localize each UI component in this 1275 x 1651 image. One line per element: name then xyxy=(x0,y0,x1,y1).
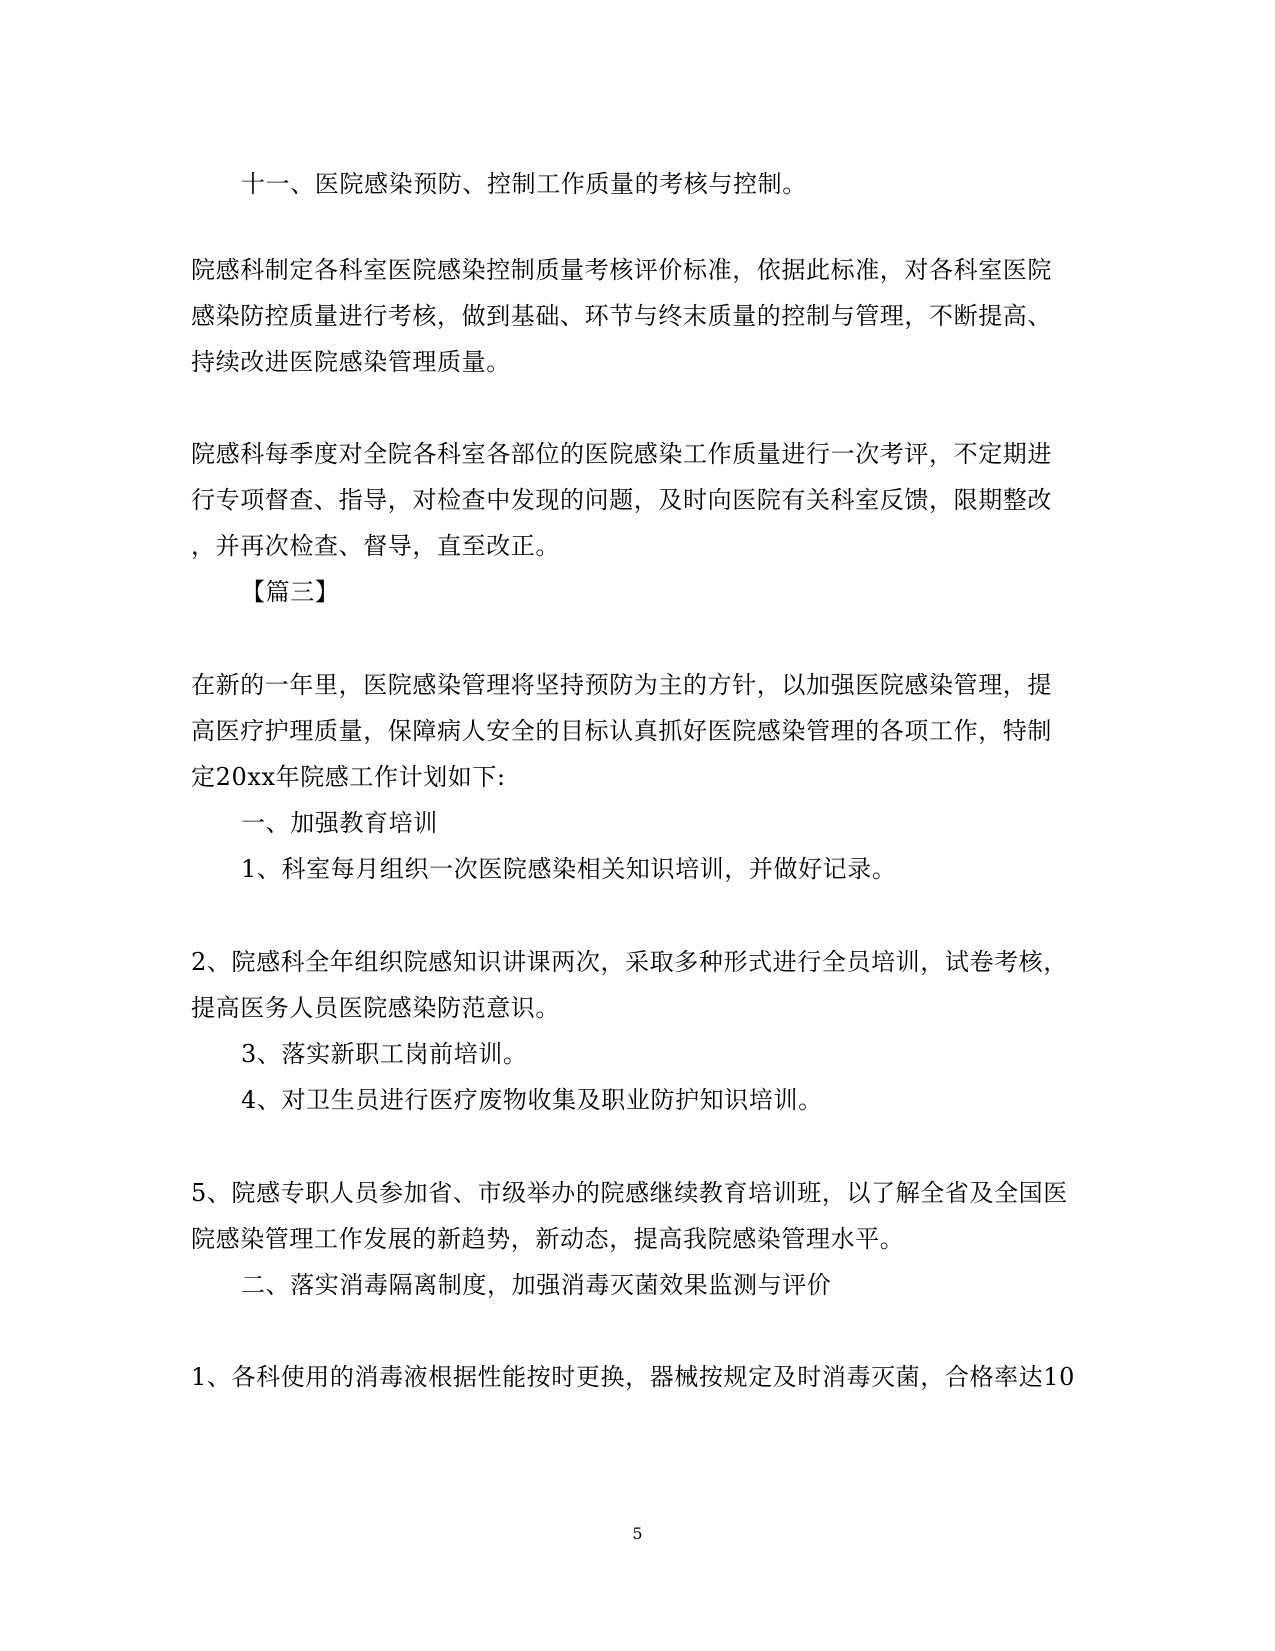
list-item: 1、各科使用的消毒液根据性能按时更换，器械按规定及时消毒灭菌，合格率达10 xyxy=(191,1363,1076,1391)
paragraph-line: 感染防控质量进行考核，做到基础、环节与终末质量的控制与管理，不断提高、 xyxy=(191,302,1052,330)
paragraph-line: 高医疗护理质量，保障病人安全的目标认真抓好医院感染管理的各项工作，特制 xyxy=(191,717,1052,745)
list-item: 3、落实新职工岗前培训。 xyxy=(241,1040,528,1068)
list-item: 1、科室每月组织一次医院感染相关知识培训，并做好记录。 xyxy=(241,855,897,883)
paragraph-line: ，并再次检查、督导，直至改正。 xyxy=(191,532,560,560)
paragraph-line: 行专项督查、指导，对检查中发现的问题，及时向医院有关科室反馈，限期整改 xyxy=(191,486,1052,514)
paragraph-line: 持续改进医院感染管理质量。 xyxy=(191,348,511,376)
paragraph-line: 院感科制定各科室医院感染控制质量考核评价标准，依据此标准，对各科室医院 xyxy=(191,256,1052,284)
list-item-continuation: 院感染管理工作发展的新趋势，新动态，提高我院感染管理水平。 xyxy=(191,1225,905,1253)
list-item-continuation: 提高医务人员医院感染防范意识。 xyxy=(191,994,560,1022)
list-item: 4、对卫生员进行医疗废物收集及职业防护知识培训。 xyxy=(241,1086,823,1114)
list-item: 5、院感专职人员参加省、市级举办的院感继续教育培训班，以了解全省及全国医 xyxy=(191,1179,1068,1207)
section-heading-2: 二、落实消毒隔离制度，加强消毒灭菌效果监测与评价 xyxy=(241,1271,832,1299)
paragraph-line: 院感科每季度对全院各科室各部位的医院感染工作质量进行一次考评，不定期进 xyxy=(191,440,1052,468)
paragraph-line: 定20xx年院感工作计划如下: xyxy=(191,763,506,791)
paragraph-line: 在新的一年里，医院感染管理将坚持预防为主的方针，以加强医院感染管理，提 xyxy=(191,671,1052,699)
section-heading-11: 十一、医院感染预防、控制工作质量的考核与控制。 xyxy=(241,170,807,198)
list-item: 2、院感科全年组织院感知识讲课两次，采取多种形式进行全员培训，试卷考核， xyxy=(191,948,1068,976)
part-heading: 【篇三】 xyxy=(241,578,340,606)
section-heading-1: 一、加强教育培训 xyxy=(241,809,438,837)
page-number: 5 xyxy=(632,1524,643,1543)
